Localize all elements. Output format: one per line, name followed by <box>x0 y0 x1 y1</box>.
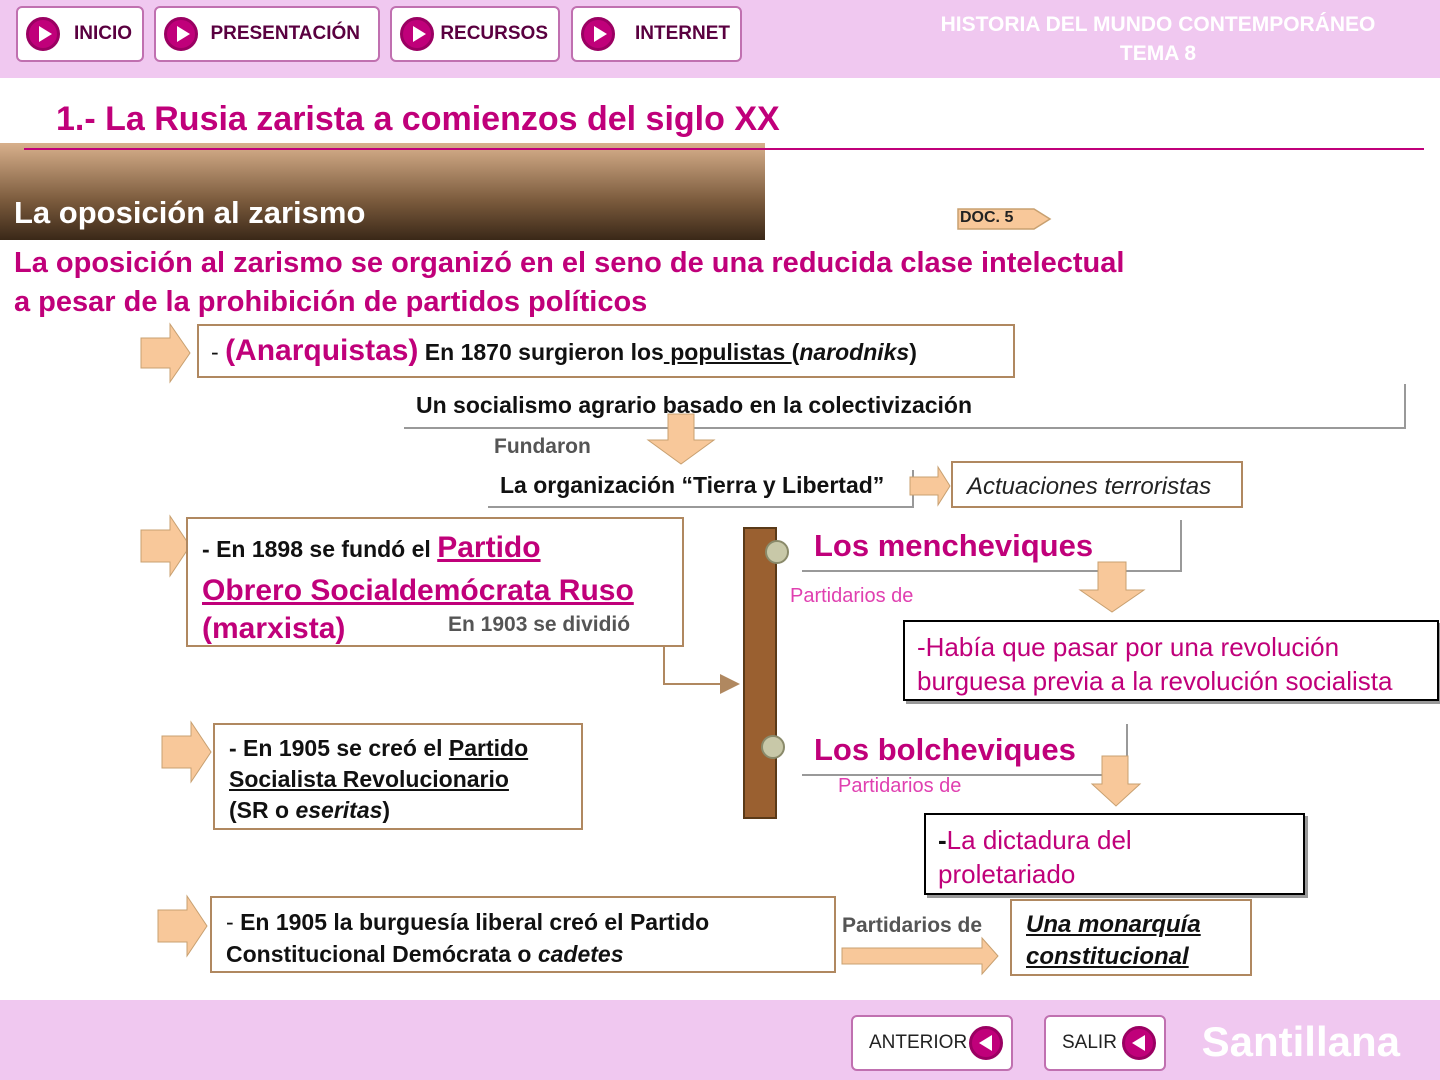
kadets-idea-line-2: constitucional <box>1026 943 1189 970</box>
sr-party-line-2: Socialista Revolucionario <box>229 766 509 792</box>
anarchists-label: (Anarquistas) <box>225 334 419 367</box>
populists-paren-open: ( <box>791 339 800 365</box>
page-title: 1.- La Rusia zarista a comienzos del siglo XX <box>56 100 780 138</box>
back-icon <box>1122 1026 1156 1060</box>
psdr-party-line-3: (marxista) <box>202 612 346 645</box>
section-subtitle: La oposición al zarismo <box>14 195 366 230</box>
mensheviks-title: Los mencheviques <box>814 528 1094 563</box>
bolsheviks-idea <box>938 823 1132 891</box>
kadets-dash: - <box>226 909 241 935</box>
sr-text <box>229 733 528 826</box>
kadets-box <box>210 896 836 973</box>
exit-label: SALIR <box>1062 1032 1117 1053</box>
bolsheviks-idea-dash: - <box>938 825 947 855</box>
terrorist-actions-text: Actuaciones terroristas <box>967 473 1212 500</box>
intro-line-1: La oposición al zarismo se organizó en el seno de una reducida clase intelectual <box>14 247 1125 279</box>
sr-line3-a: (SR o <box>229 797 296 823</box>
sr-line3-b: ) <box>382 797 391 823</box>
course-title: HISTORIA DEL MUNDO CONTEMPORÁNEO <box>940 13 1376 36</box>
psdr-dash: - <box>202 536 217 562</box>
bolsheviks-title: Los bolcheviques <box>814 732 1076 767</box>
populists-dash: - <box>211 339 226 365</box>
kadets-partisans-label: Partidarios de <box>842 914 983 937</box>
sr-box <box>213 723 583 830</box>
sr-text-a: - En 1905 se creó el <box>229 735 449 761</box>
kadets-text <box>226 906 709 970</box>
populists-term: populistas <box>663 339 792 365</box>
kadets-line-2: Constitucional Demócrata o <box>226 941 538 967</box>
previous-button[interactable] <box>851 1015 1013 1071</box>
previous-label: ANTERIOR <box>869 1032 968 1053</box>
cadetes-term: cadetes <box>537 941 624 967</box>
bolsheviks-idea-box <box>924 813 1305 895</box>
sr-party-line-1: Partido <box>448 735 529 761</box>
terrorist-actions-box <box>951 461 1243 508</box>
mensheviks-partisans-label: Partidarios de <box>790 585 914 607</box>
bolsheviks-partisans-label: Partidarios de <box>838 775 962 797</box>
populists-paren-close: ) <box>909 339 917 365</box>
psdr-box <box>186 517 684 647</box>
kadets-idea <box>1026 909 1201 973</box>
exit-button[interactable] <box>1044 1015 1166 1071</box>
back-icon <box>969 1026 1003 1060</box>
bolsheviks-idea-line-1: La dictadura del <box>946 825 1132 855</box>
brand-logo: Santillana <box>1201 1018 1400 1065</box>
psdr-party-line-1: Partido <box>437 531 541 564</box>
narodniks-term: narodniks <box>799 339 910 365</box>
populists-text <box>211 334 917 368</box>
nav-presentacion-label: PRESENTACIÓN <box>210 23 360 44</box>
psdr-text-a: En 1898 se fundó el <box>216 536 438 562</box>
mensheviks-idea-line-1: -Había que pasar por una revolución <box>917 632 1340 662</box>
psdr-split-note: En 1903 se dividió <box>448 613 631 636</box>
bolsheviks-idea-line-2: proletariado <box>938 859 1076 889</box>
populists-text-a: En 1870 surgieron los <box>418 339 664 365</box>
founded-label: Fundaron <box>494 435 591 458</box>
mensheviks-idea-box <box>903 620 1439 701</box>
populists-definition: Un socialismo agrario basado en la colectivización <box>416 392 973 418</box>
mensheviks-idea <box>917 630 1393 698</box>
organization-text: La organización “Tierra y Libertad” <box>500 472 885 498</box>
populists-box <box>197 324 1015 378</box>
nav-internet-label: INTERNET <box>635 23 730 44</box>
intro-line-2: a pesar de la prohibición de partidos políticos <box>14 286 648 318</box>
kadets-idea-line-1: Una monarquía <box>1026 911 1201 938</box>
psdr-party-line-2: Obrero Socialdemócrata Ruso <box>202 574 634 607</box>
kadets-idea-box <box>1010 899 1252 976</box>
doc-5-label: DOC. 5 <box>960 209 1014 226</box>
nav-recursos-label: RECURSOS <box>440 23 548 44</box>
unit-title: TEMA 8 <box>1119 42 1197 65</box>
eseritas-term: eseritas <box>295 797 383 823</box>
kadets-line-1: En 1905 la burguesía liberal creó el Partido <box>240 909 710 935</box>
nav-inicio-label: INICIO <box>73 23 132 44</box>
mensheviks-idea-line-2: burguesa previa a la revolución socialista <box>917 666 1393 696</box>
